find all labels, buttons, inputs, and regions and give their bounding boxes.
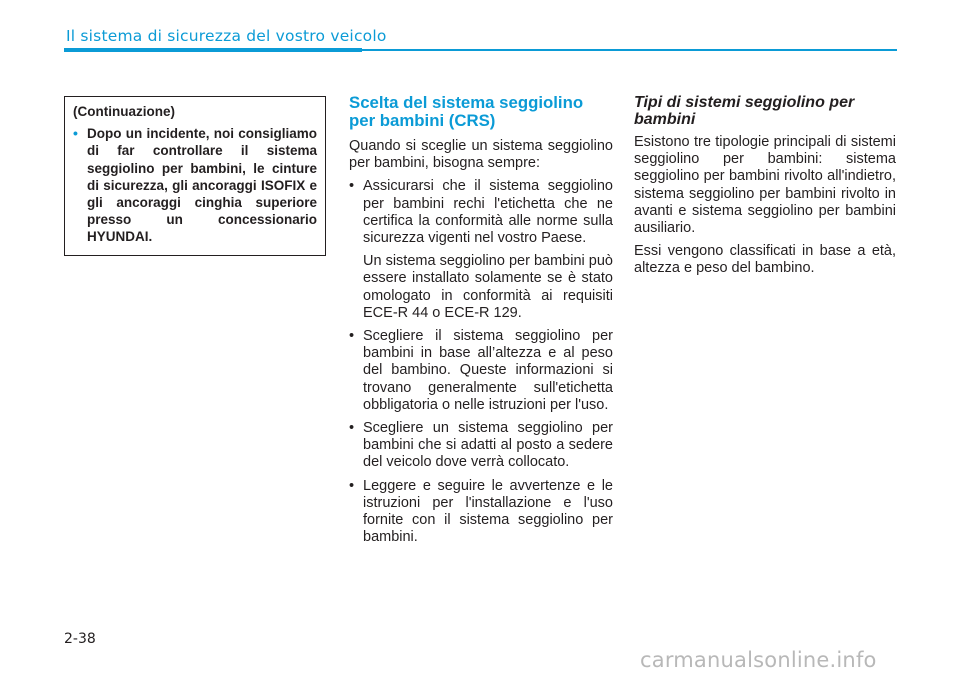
crs-types-column [634,92,896,284]
watermark: carmanualsonline.info [640,648,877,672]
crs-types-paragraph: Essi vengono classificati in base a età, altezza e peso del bambino. [634,243,896,277]
crs-selection-list [349,178,613,546]
bullet-icon: • [349,328,355,345]
note-item [73,125,317,245]
list-item [349,478,613,547]
list-item-text: Assicurarsi che il sistema seggiolino per bambini rechi l'etichetta che ne certifica la conformità alle norme sulla sicurezza vigenti nel vostro Paese. [363,178,613,247]
crs-types-paragraph: Esistono tre tipologie principali di sistemi seggiolino per bambini: sistema seggiolino per bambini rivolto all'indietro, sistema seggiolino per bambini rivolto in avanti e sistema seggiolino per bambini ausiliario. [634,134,896,237]
list-item-text: Scegliere il sistema seggiolino per bambini in base all’altezza e al peso del bambino. Queste informazioni si trovano generalmente sull'etichetta obbligatoria o nelle istruzioni per l'uso. [363,328,613,413]
list-item [349,328,613,414]
crs-selection-column [349,92,613,552]
header-rule [362,49,897,51]
list-item [349,178,613,322]
note-heading: (Continuazione) [73,104,175,119]
bullet-icon: • [349,420,355,437]
bullet-icon: • [73,125,78,142]
crs-selection-intro: Quando si sceglie un sistema seggiolino per bambini, bisogna sempre: [349,138,613,172]
list-item-text: Scegliere un sistema seggiolino per bambini che si adatti al posto a sedere del veicolo dove verrà collocato. [363,420,613,471]
header-rule-accent [64,48,362,52]
section-title: Il sistema di sicurezza del vostro veicolo [66,27,387,45]
crs-types-title: Tipi di sistemi seggiolino per bambini [634,94,855,128]
list-item-extra-text: Un sistema seggiolino per bambini può essere installato solamente se è stato omologato in conformità ai requisiti ECE-R 44 o ECE-R 129. [363,253,613,321]
list-item-text: Leggere e seguire le avvertenze e le istruzioni per l'installazione e l'uso fornite con il sistema seggiolino per bambini. [363,477,613,546]
continuation-note-box [64,96,326,256]
bullet-icon: • [349,477,355,494]
bullet-icon: • [349,178,355,195]
page-number: 2-38 [64,631,96,647]
crs-selection-title: Scelta del sistema seggiolino per bambini (CRS) [349,93,584,130]
list-item [349,420,613,472]
note-item-text: Dopo un incidente, noi consigliamo di far controllare il sistema seggiolino per bambini, le cinture di sicurezza, gli ancoraggi ISOFIX e gli ancoraggi cinghia superiore presso un concessionario HYUNDAI. [87,126,317,245]
